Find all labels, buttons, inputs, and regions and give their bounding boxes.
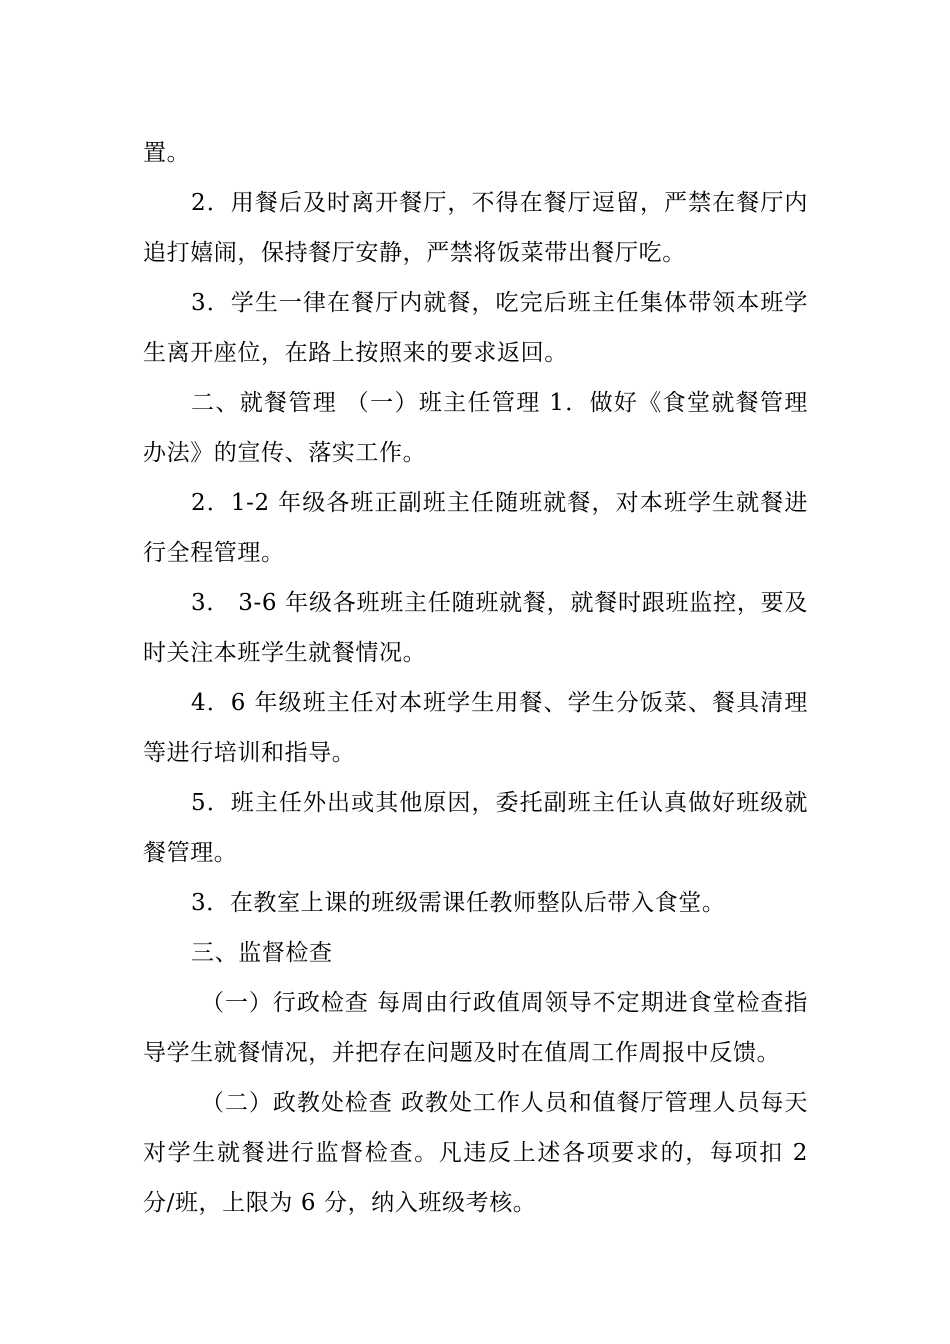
document-body <box>143 128 808 1228</box>
paragraph-grade-3-6-teachers: 3． 3-6 年级各班班主任随班就餐，就餐时跟班监控，要及时关注本班学生就餐情况。 <box>143 590 808 666</box>
paragraph-administrative-inspection: （一）行政检查 每周由行政值周领导不定期进食堂检查指导学生就餐情况，并把存在问题及时在值周工作周报中反馈。 <box>143 990 808 1066</box>
paragraph-grade-6-training: 4．6 年级班主任对本班学生用餐、学生分饭菜、餐具清理等进行培训和指导。 <box>143 690 808 766</box>
paragraph-rule-2-leave-dining-hall: 2．用餐后及时离开餐厅，不得在餐厅逗留，严禁在餐厅内追打嬉闹，保持餐厅安静，严禁将饭菜带出餐厅吃。 <box>143 190 808 266</box>
paragraph-grade-1-2-teachers: 2．1-2 年级各班正副班主任随班就餐，对本班学生就餐进行全程管理。 <box>143 490 808 566</box>
section-heading-supervision: 三、监督检查 <box>191 940 333 966</box>
paragraph-deputy-teacher: 5．班主任外出或其他原因，委托副班主任认真做好班级就餐管理。 <box>143 790 808 866</box>
paragraph-political-office-inspection: （二）政教处检查 政教处工作人员和值餐厅管理人员每天对学生就餐进行监督检查。凡违反上述各项要求的，每项扣 2 分/班，上限为 6 分，纳入班级考核。 <box>143 1090 808 1216</box>
paragraph-section-2-dining-management: 二、就餐管理 （一）班主任管理 1．做好《食堂就餐管理办法》的宣传、落实工作。 <box>143 390 808 466</box>
paragraph-classroom-teacher: 3．在教室上课的班级需课任教师整队后带入食堂。 <box>191 890 726 916</box>
paragraph-continuation: 置。 <box>143 140 191 166</box>
paragraph-rule-3-eat-in-hall: 3．学生一律在餐厅内就餐，吃完后班主任集体带领本班学生离开座位，在路上按照来的要求返回。 <box>143 290 808 366</box>
